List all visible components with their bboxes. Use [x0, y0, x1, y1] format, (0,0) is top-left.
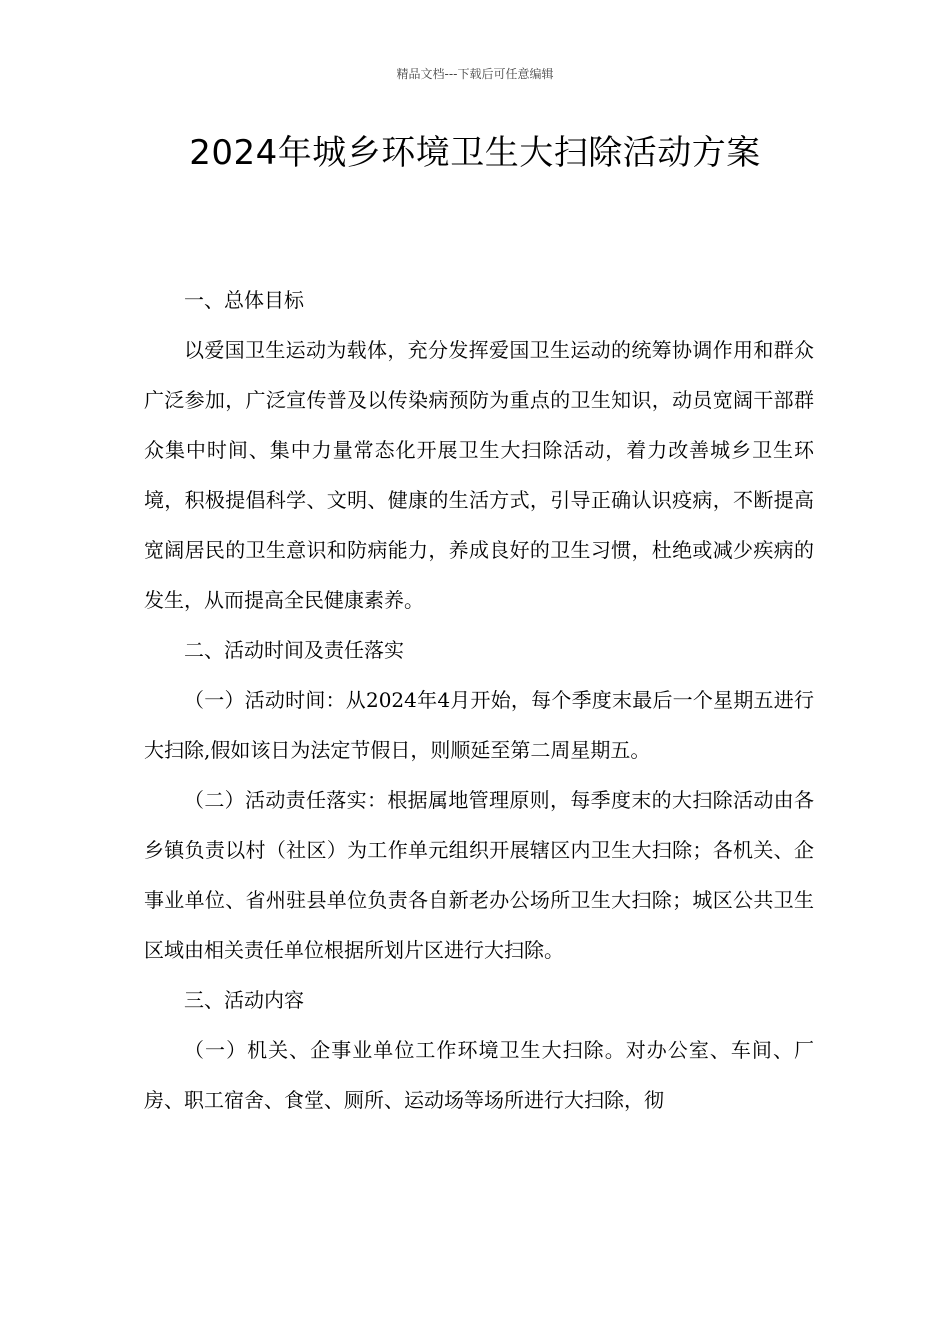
header-note: 精品文档---下载后可任意编辑 [396, 67, 554, 81]
section-heading-activity-content: 三、活动内容 [184, 988, 304, 1012]
section-heading-time-responsibility: 二、活动时间及责任落实 [184, 638, 404, 662]
paragraph-office-cleaning: （一）机关、企事业单位工作环境卫生大扫除。对办公室、车间、厂房、职工宿舍、食堂、厕所、运动场等场所进行大扫除，彻 [144, 1038, 814, 1112]
paragraph-responsibility: （二）活动责任落实：根据属地管理原则，每季度末的大扫除活动由各乡镇负责以村（社区）为工作单元组织开展辖区内卫生大扫除；各机关、企事业单位、省州驻县单位负责各自新老办公场所卫生大扫除；城区公共卫生区域由相关责任单位根据所划片区进行大扫除。 [144, 788, 814, 962]
document-body [144, 275, 814, 1125]
section-heading-general-goal: 一、总体目标 [184, 288, 304, 312]
paragraph-activity-time: （一）活动时间：从2024年4月开始，每个季度末最后一个星期五进行大扫除,假如该日为法定节假日，则顺延至第二周星期五。 [144, 688, 814, 762]
document-title: 2024年城乡环境卫生大扫除活动方案 [189, 133, 761, 173]
paragraph-general-goal: 以爱国卫生运动为载体，充分发挥爱国卫生运动的统筹协调作用和群众广泛参加，广泛宣传普及以传染病预防为重点的卫生知识，动员宽阔干部群众集中时间、集中力量常态化开展卫生大扫除活动，着力改善城乡卫生环境，积极提倡科学、文明、健康的生活方式，引导正确认识疫病，不断提高宽阔居民的卫生意识和防病能力，养成良好的卫生习惯，杜绝或减少疾病的发生，从而提高全民健康素养。 [144, 338, 814, 612]
